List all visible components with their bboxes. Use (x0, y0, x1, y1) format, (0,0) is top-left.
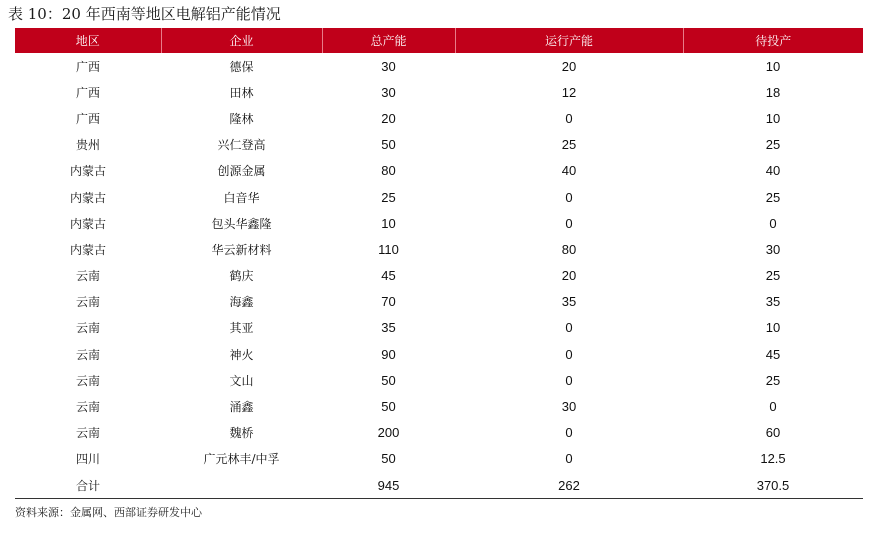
total-capacity-cell: 50 (381, 451, 396, 467)
running-capacity-cell: 0 (565, 189, 573, 205)
region-cell: 云南 (75, 295, 100, 310)
running-capacity-cell: 20 (561, 268, 577, 284)
company-cell: 兴仁登高 (217, 138, 266, 153)
table-row (15, 367, 863, 393)
pending-capacity-cell: 25 (765, 137, 781, 153)
header-running-capacity: 运行产能 (455, 28, 683, 53)
company-cell: 神火 (229, 347, 254, 362)
source-note: 资料来源：金属网、西部证券研发中心 (15, 506, 202, 519)
running-capacity-cell: 30 (561, 399, 577, 415)
running-capacity-total: 262 (455, 472, 683, 499)
region-cell: 广西 (75, 85, 100, 100)
company-cell: 包头华鑫隆 (211, 216, 272, 231)
running-capacity-cell: 0 (565, 346, 573, 362)
region-cell: 贵州 (75, 138, 100, 153)
company-cell: 海鑫 (229, 295, 254, 310)
total-capacity-cell: 90 (381, 346, 396, 362)
total-capacity-cell: 50 (381, 399, 396, 415)
table-row (15, 210, 863, 236)
region-cell: 云南 (75, 347, 100, 362)
total-capacity-cell: 30 (381, 58, 396, 74)
region-cell: 内蒙古 (69, 216, 106, 231)
pending-capacity-cell: 12.5 (760, 451, 786, 467)
company-total (161, 472, 322, 499)
running-capacity-cell: 0 (565, 425, 573, 441)
running-capacity-cell: 80 (561, 241, 577, 257)
header-region: 地区 (15, 28, 161, 53)
pending-capacity-cell: 0 (769, 215, 777, 231)
table-row (15, 105, 863, 131)
pending-capacity-cell: 45 (765, 346, 781, 362)
pending-capacity-total: 370.5 (683, 472, 863, 499)
pending-capacity-cell: 10 (765, 58, 781, 74)
company-cell: 魏桥 (229, 426, 254, 441)
total-label: 合计 (15, 472, 161, 499)
header-company: 企业 (161, 28, 322, 53)
table-row (15, 236, 863, 262)
table-row (15, 158, 863, 184)
total-capacity-cell: 50 (381, 137, 396, 153)
table-row (15, 315, 863, 341)
region-cell: 四川 (75, 452, 100, 467)
pending-capacity-cell: 10 (765, 320, 781, 336)
region-cell: 广西 (75, 111, 100, 126)
header-pending-capacity: 待投产 (683, 28, 863, 53)
company-cell: 华云新材料 (211, 242, 272, 257)
company-cell: 文山 (229, 373, 254, 388)
total-capacity-cell: 110 (378, 241, 399, 257)
pending-capacity-cell: 35 (765, 294, 781, 310)
company-cell: 涌鑫 (229, 400, 254, 415)
table-row (15, 420, 863, 446)
total-capacity-cell: 25 (381, 189, 396, 205)
region-cell: 内蒙古 (69, 242, 106, 257)
running-capacity-cell: 0 (565, 372, 573, 388)
total-capacity-cell: 50 (381, 372, 396, 388)
pending-capacity-cell: 0 (769, 399, 777, 415)
running-capacity-cell: 0 (565, 215, 573, 231)
running-capacity-cell: 12 (561, 84, 577, 100)
table-row (15, 132, 863, 158)
pending-capacity-cell: 30 (765, 241, 781, 257)
total-capacity-cell: 10 (381, 215, 396, 231)
pending-capacity-cell: 40 (765, 163, 781, 179)
pending-capacity-cell: 18 (765, 84, 781, 100)
running-capacity-cell: 40 (561, 163, 577, 179)
company-cell: 创源金属 (217, 164, 266, 179)
table-title: 表 10：20 年西南等地区电解铝产能情况 (8, 5, 281, 23)
total-capacity-cell: 20 (381, 110, 396, 126)
region-cell: 云南 (75, 426, 100, 441)
table-body (15, 53, 863, 499)
total-row (15, 472, 863, 499)
company-cell: 隆林 (229, 111, 254, 126)
table-row (15, 393, 863, 419)
region-cell: 云南 (75, 373, 100, 388)
total-capacity-cell: 45 (381, 268, 396, 284)
table-row (15, 446, 863, 472)
total-capacity-cell: 70 (381, 294, 396, 310)
total-capacity-cell: 200 (377, 425, 400, 441)
header-total-capacity: 总产能 (322, 28, 455, 53)
table-row (15, 79, 863, 105)
region-cell: 云南 (75, 321, 100, 336)
pending-capacity-cell: 10 (765, 110, 781, 126)
region-cell: 内蒙古 (69, 190, 106, 205)
pending-capacity-cell: 25 (765, 372, 781, 388)
running-capacity-cell: 0 (565, 451, 573, 467)
company-cell: 田林 (229, 85, 254, 100)
region-cell: 云南 (75, 400, 100, 415)
company-cell: 德保 (229, 59, 254, 74)
running-capacity-cell: 0 (565, 320, 573, 336)
company-cell: 广元林丰/中孚 (203, 452, 280, 467)
total-capacity-cell: 80 (381, 163, 396, 179)
company-cell: 其亚 (229, 321, 254, 336)
table-row (15, 289, 863, 315)
pending-capacity-cell: 25 (765, 268, 781, 284)
total-capacity-cell: 35 (381, 320, 396, 336)
total-capacity-cell: 30 (381, 84, 396, 100)
pending-capacity-cell: 60 (765, 425, 781, 441)
total-capacity-total: 945 (322, 472, 455, 499)
running-capacity-cell: 0 (565, 110, 573, 126)
capacity-table (15, 28, 863, 499)
table-row (15, 53, 863, 79)
running-capacity-cell: 35 (561, 294, 577, 310)
table-row (15, 184, 863, 210)
running-capacity-cell: 25 (561, 137, 577, 153)
table-row (15, 263, 863, 289)
running-capacity-cell: 20 (561, 58, 577, 74)
company-cell: 鹤庆 (229, 269, 254, 284)
region-cell: 云南 (75, 269, 100, 284)
header-row (15, 28, 863, 53)
pending-capacity-cell: 25 (765, 189, 781, 205)
table-row (15, 341, 863, 367)
company-cell: 白音华 (223, 190, 260, 205)
region-cell: 广西 (75, 59, 100, 74)
region-cell: 内蒙古 (69, 164, 106, 179)
